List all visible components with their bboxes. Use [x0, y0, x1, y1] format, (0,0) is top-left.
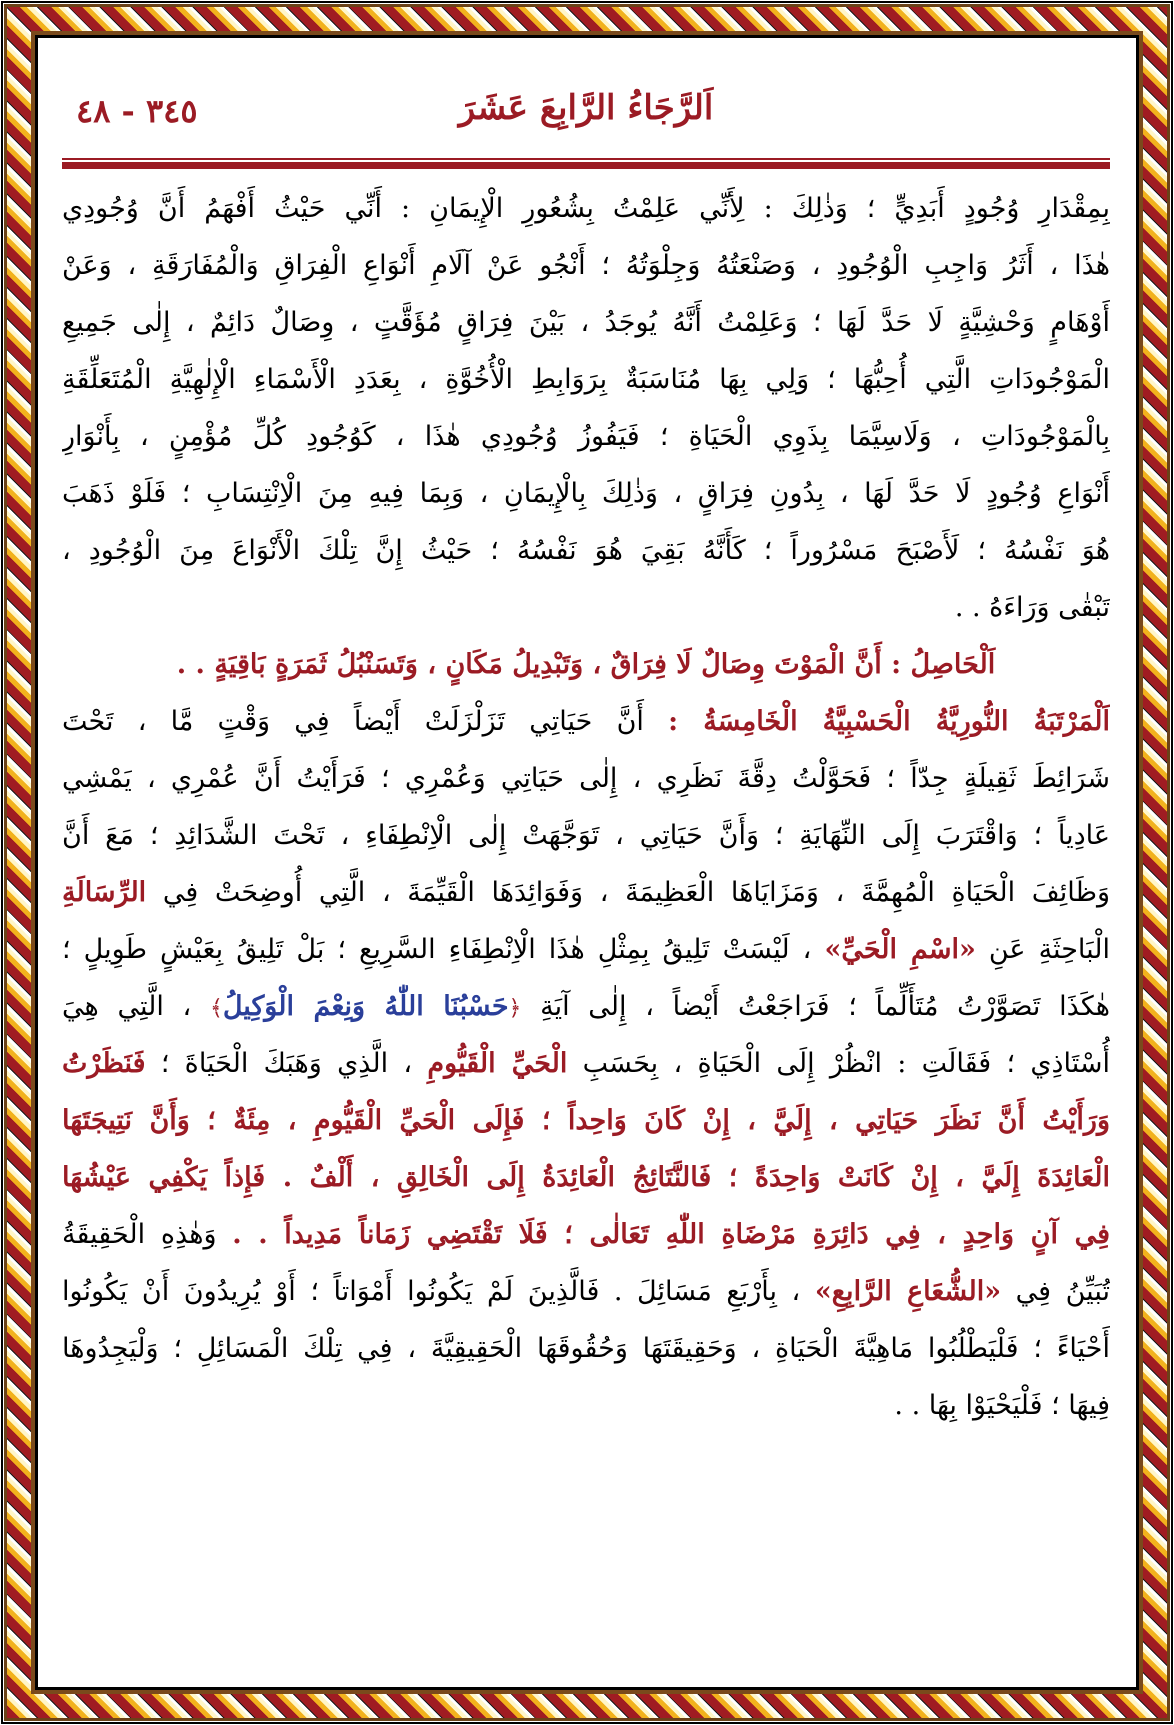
text-line: هٰذَا ، أَثَرُ وَاجِبِ الْوُجُودِ ، وَصَنْعَتُهُ وَجِلْوَتُهُ ؛ أَنْجُو عَنْ آلَامِ أَنْوَاعِ الْفِرَاقِ وَالْمُفَارَقَةِ ، وَعَنْ [62, 250, 1110, 281]
text-fragment: أَنَّ حَيَاتِي تَزَلْزَلَتْ أَيْضاً فِي وَقْتٍ مَّا ، تَحْتَ [62, 706, 644, 737]
text-line [62, 978, 1110, 1035]
quran-verse: حَسْبُنَا اللّٰهُ وَنِعْمَ الْوَكِيلُ [222, 991, 509, 1022]
section-first-line [62, 693, 1110, 750]
page-range: ٣٤٥ - ٤٨ [76, 92, 198, 130]
book-reference: «اسْمِ الْحَيِّ» [824, 934, 976, 965]
body-text [62, 180, 1110, 1434]
text-fragment: ، الَّتِي هِيَ [62, 991, 192, 1022]
text-fragment: ، لَيْسَتْ تَلِيقُ بِمِثْلِ هٰذَا الْاِنْطِفَاءِ السَّرِيعِ ؛ بَلْ تَلِيقُ بِعَيْشٍ طَوِيلٍ ؛ [62, 934, 812, 965]
text-fragment: هٰكَذَا تَصَوَّرْتُ مُتَأَلِّماً ؛ فَرَاجَعْتُ أَيْضاً ، إِلٰى آيَةِ [540, 991, 1110, 1022]
divine-name: الْحَيِّ الْقَيُّومِ [427, 1048, 568, 1079]
summary-line: اَلْحَاصِلُ : أَنَّ الْمَوْتَ وِصَالٌ لَا فِرَاقٌ ، وَتَبْدِيلُ مَكَانٍ ، وَتَسَنْبُلُ ثَمَرَةٍ بَاقِيَةٍ . . [176, 649, 996, 680]
section-heading: اَلْمَرْتَبَةُ النُّورِيَّةُ الْحَسْبِيَّةُ الْخَامِسَةُ : [668, 706, 1110, 737]
text-line: الْمَوْجُودَاتِ الَّتِي أُحِبُّهَا ؛ وَلِي بِهَا مُنَاسَبَةٌ بِرَوَابِطِ الْأُخُوَّةِ ، بِعَدَدِ الْأَسْمَاءِ الْإِلٰهِيَّةِ الْمُتَعَلِّقَةِ [62, 364, 1110, 395]
text-line: شَرَائِطَ ثَقِيلَةٍ جِدّاً ؛ فَحَوَّلْتُ دِقَّةَ نَظَرِي ، إِلٰى حَيَاتِي وَعُمْرِي ؛ فَرَأَيْتُ أَنَّ عُمْرِي ، يَمْشِي [62, 763, 1110, 794]
text-line: فِيهَا ؛ فَلْيَحْيَوْا بِهَا . . [894, 1390, 1110, 1421]
text-line [62, 1206, 1110, 1263]
text-fragment: أُسْتَاذِي ؛ فَقَالَتِ : انْظُرْ إِلَى الْحَيَاةِ ، بِحَسَبِ [582, 1048, 1110, 1079]
emphasis-text: فِي آنٍ وَاحِدٍ ، فِي دَائِرَةِ مَرْضَاةِ اللّٰهِ تَعَالٰى ؛ فَلَا تَقْتَضِي زَمَاناً مَدِيداً . . [232, 1219, 1110, 1250]
text-line: أَوْهَامٍ وَحْشِيَّةٍ لَا حَدَّ لَهَا ؛ وَعَلِمْتُ أَنَّهُ يُوجَدُ ، بَيْنَ فِرَاقٍ مُؤَقَّتٍ ، وِصَالٌ دَائِمٌ ، إِلٰى جَمِيعِ [62, 307, 1110, 338]
chapter-title: اَلرَّجَاءُ الرَّابِعَ عَشَرَ [458, 88, 714, 128]
text-line: بِمِقْدَارِ وُجُودٍ أَبَدِيٍّ ؛ وَذٰلِكَ : لِأَنِّي عَلِمْتُ بِشُعُورِ الْإِيمَانِ : أَنِّي حَيْثُ أَفْهَمُ أَنَّ وُجُودِي [62, 193, 1110, 224]
text-fragment: الْبَاحِثَةِ عَنِ [988, 934, 1110, 965]
text-line: أَحْيَاءً ؛ فَلْيَطْلُبُوا مَاهِيَّةَ الْحَيَاةِ ، وَحَقِيقَتَهَا وَحُقُوقَهَا الْحَقِيقِيَّةَ ، فِي تِلْكَ الْمَسَائِلِ ؛ وَلْيَجِدُوهَا [62, 1333, 1110, 1364]
header-divider [62, 158, 1110, 170]
text-fragment: ، الَّذِي وَهَبَكَ الْحَيَاةَ ؛ [160, 1048, 413, 1079]
text-line: هُوَ نَفْسُهُ ؛ لَأَصْبَحَ مَسْرُوراً ؛ كَأَنَّهُ بَقِيَ هُوَ نَفْسُهُ ؛ حَيْثُ إِنَّ تِلْكَ الْأَنْوَاعَ مِنَ الْوُجُودِ ، [62, 535, 1110, 566]
book-reference: «الشُّعَاعِ الرَّابِعِ» [814, 1276, 1002, 1307]
text-line: عَادِياً ؛ وَاقْتَرَبَ إِلَى النِّهَايَةِ ؛ وَأَنَّ حَيَاتِي ، تَوَجَّهَتْ إِلٰى الْاِنْطِفَاءِ ، تَحْتَ الشَّدَائِدِ ؛ مَعَ أَنَّ [62, 820, 1110, 851]
emphasis-line: الْعَائِدَةَ إِلَيَّ ، إِنْ كَانَتْ وَاحِدَةً ؛ فَالنَّتَائِجُ الْعَائِدَةُ إِلَى الْخَالِقِ ، أَلْفٌ . فَإِذاً يَكْفِي عَيْشُهَا [62, 1162, 1110, 1193]
text-fragment: تُبَيِّنُ فِي [1015, 1276, 1110, 1307]
text-fragment: ، بِأَرْبَعِ مَسَائِلَ . فَالَّذِينَ لَمْ يَكُونُوا أَمْوَاتاً ؛ أَوْ يُرِيدُونَ أَنْ يَكُونُوا [62, 1276, 801, 1307]
text-line [62, 1035, 1110, 1092]
text-fragment: وَهٰذِهِ الْحَقِيقَةُ [62, 1219, 217, 1250]
verse-close-ornament-icon: ﴾ [209, 996, 223, 1021]
page-header [62, 88, 1110, 158]
text-fragment: وَظَائِفَ الْحَيَاةِ الْمُهِمَّةَ ، وَمَزَايَاهَا الْعَظِيمَةَ ، وَفَوَائِدَهَا الْقَيِّمَةَ ، الَّتِي أُوضِحَتْ فِي [162, 877, 1110, 908]
book-reference: الرِّسَالَةِ [62, 877, 147, 908]
text-line: بِالْمَوْجُودَاتِ ، وَلَاسِيَّمَا بِذَوِي الْحَيَاةِ ؛ فَيَفُوزُ وُجُودِي هٰذَا ، كَوُجُودِ كُلِّ مُؤْمِنٍ ، بِأَنْوَارِ [62, 421, 1110, 452]
text-line: أَنْوَاعِ وُجُودٍ لَا حَدَّ لَهَا ، بِدُونِ فِرَاقٍ ، وَذٰلِكَ بِالْإِيمَانِ ، وَبِمَا فِيهِ مِنَ الْاِنْتِسَابِ ؛ فَلَوْ ذَهَبَ [62, 478, 1110, 509]
verse-open-ornament-icon: ﴿ [508, 996, 522, 1021]
book-page [62, 0, 1110, 1725]
text-line [62, 1263, 1110, 1320]
text-line [62, 921, 1110, 978]
emphasis-line: وَرَأَيْتُ أَنَّ نَظَرَ حَيَاتِي ، إِلَيَّ ، إِنْ كَانَ وَاحِداً ؛ فَإِلَى الْحَيِّ الْقَيُّومِ ، مِئَةٌ ؛ وَأَنَّ نَتِيجَتَهَا [62, 1105, 1110, 1136]
text-line [62, 864, 1110, 921]
text-line: تَبْقٰى وَرَاءَهُ . . [954, 592, 1110, 623]
emphasis-text: فَنَظَرْتُ [62, 1048, 146, 1079]
